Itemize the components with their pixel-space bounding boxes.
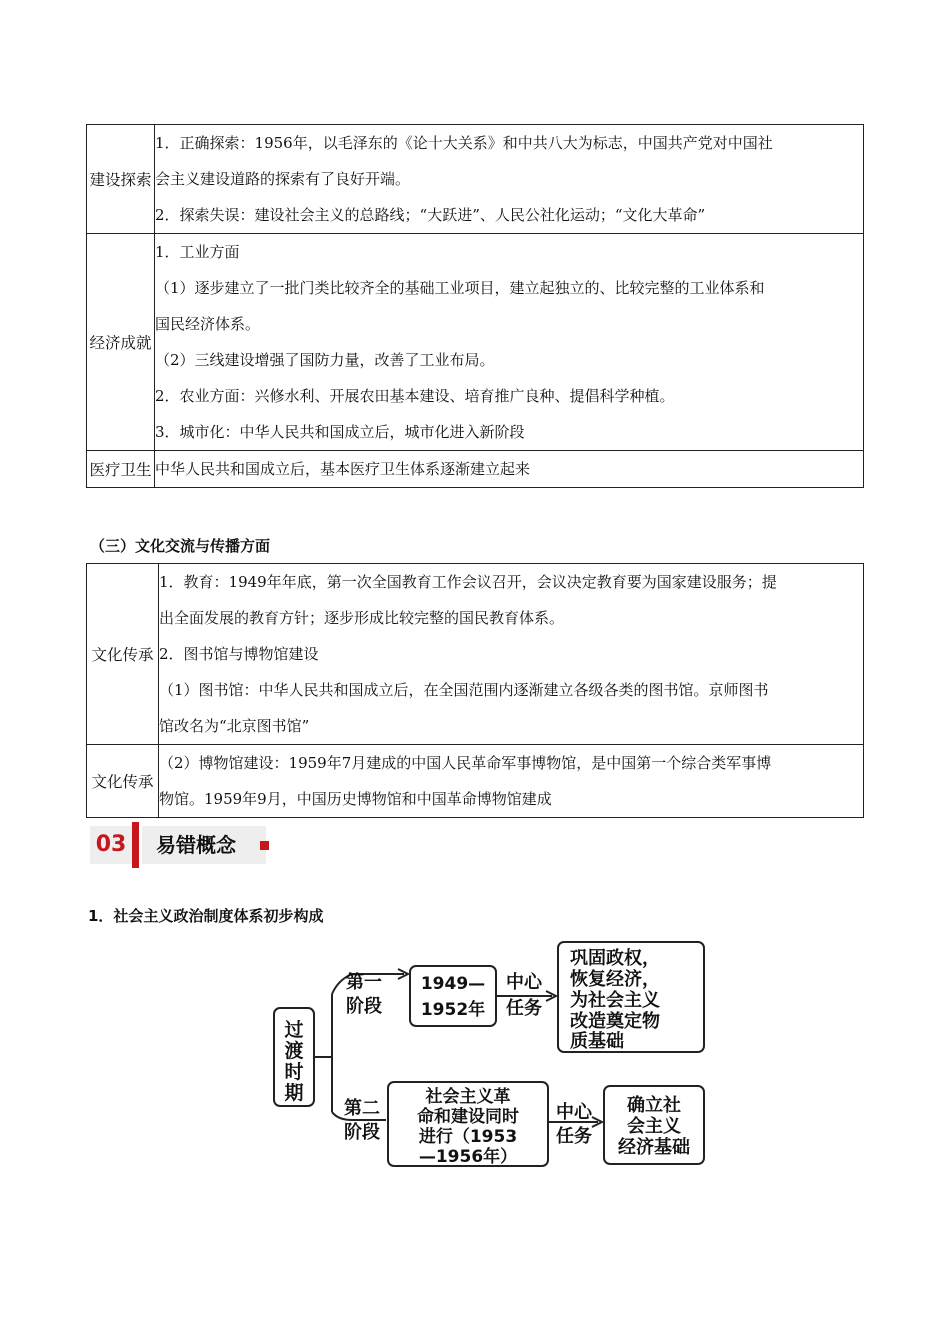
text-line: 会主义建设道路的探索有了良好开端。 <box>155 170 411 188</box>
text-line: 1．正确探索：1956年，以毛泽东的《论十大关系》和中共八大为标志，中国共产党对中国社 <box>155 134 773 152</box>
table-row <box>87 125 864 234</box>
root-char: 时 <box>284 1061 304 1083</box>
text-line: 出全面发展的教育方针；逐步形成比较完整的国民教育体系。 <box>159 609 565 627</box>
text-line: （2）三线建设增强了国防力量，改善了工业布局。 <box>155 351 495 369</box>
transition-period-diagram <box>268 936 713 1176</box>
table-row <box>87 745 864 818</box>
text-line: 3．城市化：中华人民共和国成立后，城市化进入新阶段 <box>155 423 525 441</box>
stage2-label: 阶段 <box>344 1122 380 1143</box>
text-line: 1．工业方面 <box>155 243 240 261</box>
stage2-task-label: 任务 <box>556 1126 592 1147</box>
badge-divider <box>132 822 139 868</box>
stage1-task: 恢复经济， <box>570 969 660 990</box>
row-label: 建设探索 <box>87 125 155 234</box>
row-content <box>155 125 864 234</box>
stage2-task: 确立社 <box>627 1095 681 1116</box>
stage1-task: 改造奠定物 <box>570 1011 660 1032</box>
stage1-period: 1949— <box>420 974 486 994</box>
section-heading: （三）文化交流与传播方面 <box>90 537 271 555</box>
row-label: 经济成就 <box>87 234 155 451</box>
row-label: 文化传承 <box>87 564 159 745</box>
badge-square-icon <box>260 841 269 850</box>
row-content <box>159 745 864 818</box>
text-line: （2）博物馆建设：1959年7月建成的中国人民革命军事博物馆，是中国第一个综合类军事博 <box>159 754 772 772</box>
stage1-task: 为社会主义 <box>570 990 660 1011</box>
stage2-task: 经济基础 <box>618 1137 690 1158</box>
stage2-period: 进行（1953 <box>418 1127 518 1147</box>
stage2-task-label: 中心 <box>556 1102 592 1123</box>
subheading: 1．社会主义政治制度体系初步构成 <box>88 907 324 925</box>
table-row <box>87 234 864 451</box>
text-line: 2．图书馆与博物馆建设 <box>159 645 319 663</box>
badge-title: 易错概念 <box>142 826 266 864</box>
stage1-period: 1952年 <box>420 1000 486 1020</box>
text-line: （1）逐步建立了一批门类比较齐全的基础工业项目，建立起独立的、比较完整的工业体系和 <box>155 279 765 297</box>
text-line: （1）图书馆：中华人民共和国成立后，在全国范围内逐渐建立各级各类的图书馆。京师图书 <box>159 681 769 699</box>
text-line: 2．农业方面：兴修水利、开展农田基本建设、培育推广良种、提倡科学种植。 <box>155 387 675 405</box>
text-line: 国民经济体系。 <box>155 315 261 333</box>
stage1-label: 第一 <box>346 972 382 993</box>
root-char: 过 <box>284 1019 304 1041</box>
stage1-task-label: 中心 <box>506 972 542 993</box>
culture-table <box>86 563 864 818</box>
root-char: 渡 <box>284 1040 304 1062</box>
stage2-period: 社会主义革 <box>425 1087 511 1107</box>
root-char: 期 <box>284 1082 304 1104</box>
row-label: 文化传承 <box>87 745 159 818</box>
stage1-task-label: 任务 <box>506 998 542 1019</box>
section-badge <box>90 820 280 870</box>
text-line: 物馆。1959年9月，中国历史博物馆和中国革命博物馆建成 <box>159 790 552 808</box>
text-line: 中华人民共和国成立后，基本医疗卫生体系逐渐建立起来 <box>155 460 531 478</box>
stage2-task: 会主义 <box>627 1116 681 1137</box>
construction-economy-table <box>86 124 864 488</box>
stage2-period: 命和建设同时 <box>417 1107 519 1127</box>
text-line: 2．探索失误：建设社会主义的总路线；“大跃进”、人民公社化运动；“文化大革命” <box>155 206 706 224</box>
row-content <box>155 234 864 451</box>
row-content <box>159 564 864 745</box>
badge-number: 03 <box>90 826 132 864</box>
row-label: 医疗卫生 <box>87 451 155 488</box>
text-line: 馆改名为“北京图书馆” <box>159 717 310 735</box>
row-content <box>155 451 864 488</box>
stage1-task: 巩固政权， <box>570 948 660 969</box>
stage1-task: 质基础 <box>570 1031 624 1052</box>
stage2-label: 第二 <box>344 1098 380 1119</box>
table-row <box>87 564 864 745</box>
text-line: 1．教育：1949年年底，第一次全国教育工作会议召开，会议决定教育要为国家建设服务；提 <box>159 573 777 591</box>
stage1-label: 阶段 <box>346 996 382 1017</box>
stage2-period: —1956年） <box>418 1147 518 1167</box>
table-row <box>87 451 864 488</box>
